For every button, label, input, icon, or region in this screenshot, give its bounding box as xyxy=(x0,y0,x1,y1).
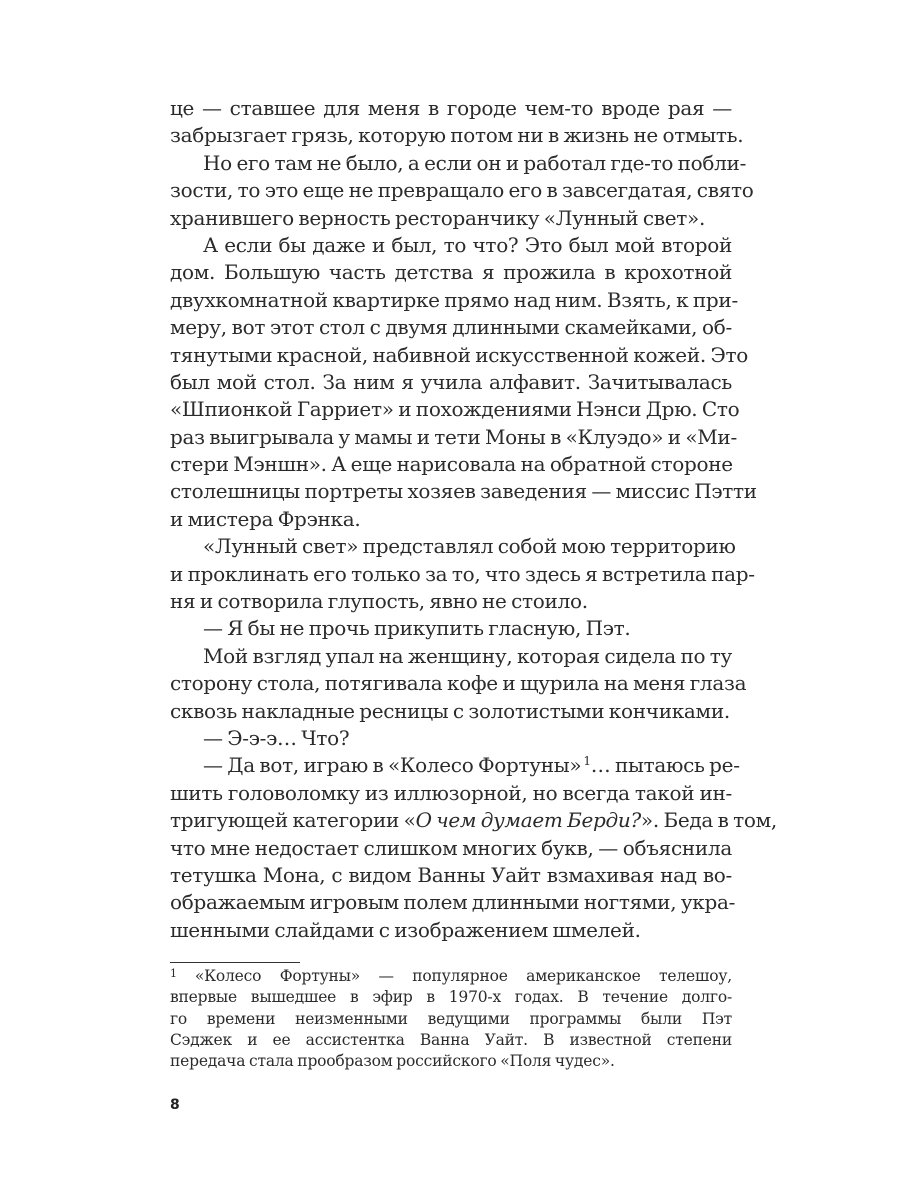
footnote-line-content: передача стала прообразом российского «Поля чудес». xyxy=(170,1052,615,1071)
text-line xyxy=(170,807,777,834)
text-line-content: меру, вот этот стол с двумя длинными скамейками, об- xyxy=(170,315,732,340)
text-line xyxy=(170,835,732,862)
text-line xyxy=(170,588,732,615)
text-line xyxy=(170,232,732,259)
page-number: 8 xyxy=(170,1097,180,1113)
text-line-content: хранившего верность ресторанчику «Лунный свет». xyxy=(170,205,706,230)
text-line xyxy=(170,862,732,889)
footnote-line xyxy=(170,966,732,987)
text-line xyxy=(170,95,732,122)
text-line-content: сторону стола, потягивала кофе и щурила на меня глаза xyxy=(170,671,747,696)
text-line-content: забрызгает грязь, которую потом ни в жизнь не отмыть. xyxy=(170,123,744,148)
text-line xyxy=(170,917,732,944)
main-text xyxy=(170,95,777,944)
text-line-content: и мистера Фрэнка. xyxy=(170,506,361,531)
text-line xyxy=(170,478,757,505)
text-line-content: — Э-э-э… Что? xyxy=(203,725,350,750)
text-line xyxy=(170,561,755,588)
text-line xyxy=(170,205,732,232)
text-line-content: столешницы портреты хозяев заведения — миссис Пэтти xyxy=(170,479,757,504)
text-line xyxy=(170,342,748,369)
text-line xyxy=(170,670,747,697)
text-line xyxy=(170,615,732,642)
text-line-content: стери Мэншн». А еще нарисовала на обратной стороне xyxy=(170,452,733,477)
text-line xyxy=(170,889,736,916)
text-line-content: тянутыми красной, набивной искусственной кожей. Это xyxy=(170,342,748,367)
footnote-mark: 1 xyxy=(170,967,177,980)
footnote-line xyxy=(170,1030,732,1051)
text-line-content: дом. Большую часть детства я прожила в крохотной xyxy=(170,260,732,285)
footnote-line-content: «Колесо Фортуны» — популярное американское телешоу, xyxy=(194,967,732,985)
text-line xyxy=(170,752,740,779)
text-line xyxy=(170,533,736,560)
text-line-content: «Шпионкой Гарриет» и похождениями Нэнси Дрю. Сто xyxy=(170,397,740,422)
footnote-line-content: Сэджек и ее ассистентка Ванна Уайт. В известной степени xyxy=(170,1030,732,1049)
text-line-content: — Я бы не прочь прикупить гласную, Пэт. xyxy=(203,616,631,641)
text-line-content: был мой стол. За ним я учила алфавит. Зачитывалась xyxy=(170,369,732,394)
text-line xyxy=(170,451,732,478)
text-line xyxy=(170,150,747,177)
footnote-line xyxy=(170,1009,732,1030)
footnote-line xyxy=(170,1051,732,1072)
text-line xyxy=(170,287,738,314)
text-line xyxy=(170,259,732,286)
text-line xyxy=(170,780,732,807)
text-line-content: тригующей категории «О чем думает Берди?». Беда в том, xyxy=(170,808,777,833)
text-line-content: А если бы даже и был, то что? Это был мой второй xyxy=(203,232,732,257)
text-line-content: и проклинать его только за то, что здесь я встретила пар- xyxy=(170,561,755,586)
text-line-content: двухкомнатной квартирке прямо над ним. Взять, к при- xyxy=(170,287,738,312)
footnote-reference[interactable]: 1 xyxy=(583,754,591,769)
text-line xyxy=(170,698,732,725)
text-line xyxy=(170,725,732,752)
text-line-content: ня и сотворила глупость, явно не стоило. xyxy=(170,589,588,614)
text-line-content: сквозь накладные ресницы с золотистыми кончиками. xyxy=(170,698,730,723)
text-line-content: «Лунный свет» представлял собой мою территорию xyxy=(203,534,736,559)
footnote-divider xyxy=(170,962,300,963)
text-line-content: це — ставшее для меня в городе чем-то вроде рая — xyxy=(170,96,732,120)
text-line xyxy=(170,396,740,423)
text-line xyxy=(170,643,732,670)
text-line xyxy=(170,177,754,204)
text-line-content: шить головоломку из иллюзорной, но всегда такой ин- xyxy=(170,780,732,805)
text-line-continuation: … пытаюсь ре- xyxy=(590,753,740,778)
footnote-line-content: впервые вышедшее в эфир в 1970-х годах. В течение долго- xyxy=(170,988,732,1007)
text-line-content: зости, то это еще не превращало его в завсегдатая, свято xyxy=(170,178,754,203)
text-line-content: Но его там не было, а если он и работал где-то побли- xyxy=(203,150,747,175)
text-line-content: ображаемым игровым полем длинными ногтями, укра- xyxy=(170,890,736,915)
footnote-line xyxy=(170,987,732,1008)
footnotes xyxy=(170,966,732,1072)
text-line-content: шенными слайдами с изображением шмелей. xyxy=(170,917,641,942)
text-line-content: что мне недостает слишком многих букв, — объяснила xyxy=(170,835,732,860)
text-line xyxy=(170,122,744,149)
text-line xyxy=(170,314,732,341)
text-line xyxy=(170,369,732,396)
text-line-content: тетушка Мона, с видом Ванны Уайт взмахивая над во- xyxy=(170,862,732,887)
text-line-content: — Да вот, играю в «Колесо Фортуны» xyxy=(203,753,582,778)
text-line-content: раз выигрывала у мамы и тети Моны в «Клуэдо» и «Ми- xyxy=(170,424,737,449)
text-line-content: Мой взгляд упал на женщину, которая сидела по ту xyxy=(203,643,733,668)
text-line xyxy=(170,424,737,451)
text-line xyxy=(170,506,732,533)
footnote-line-content: го времени неизменными ведущими программы были Пэт xyxy=(170,1009,732,1028)
